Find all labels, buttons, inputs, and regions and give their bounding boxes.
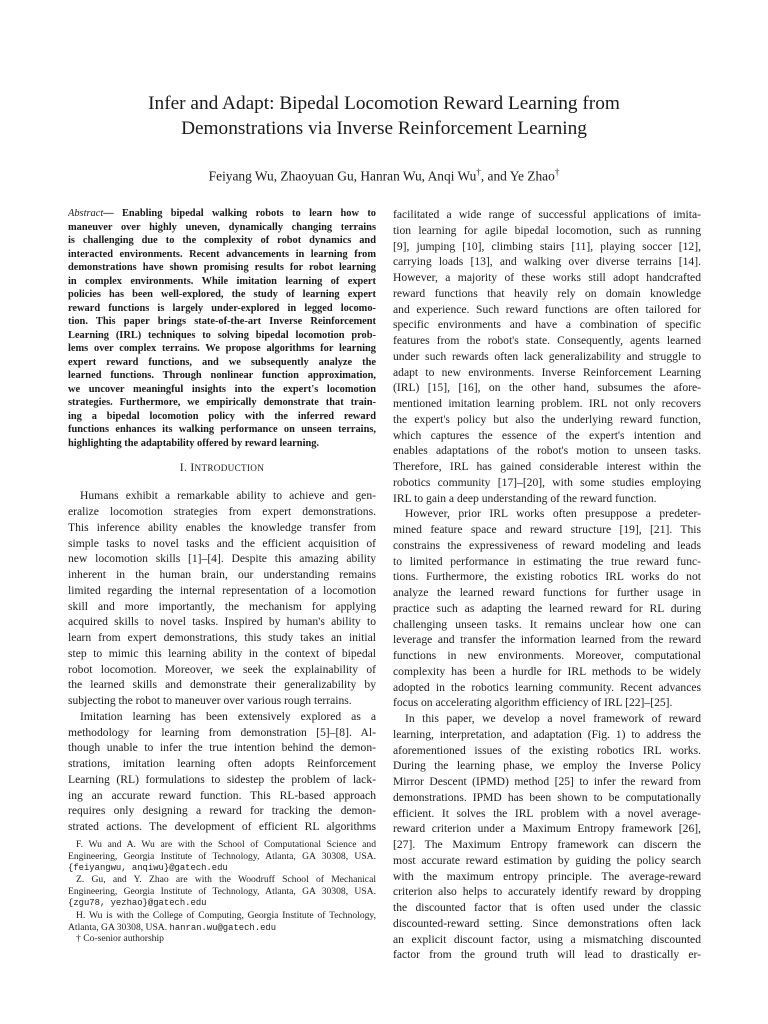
body-line: under such rewards often lack generalizability and struggle to [393,349,701,363]
body-line: complexity has been a hurdle for IRL methods to be widely [393,664,701,678]
body-line: demonstrations. IPMD has been shown to be computationally [393,790,701,804]
body-line: step to mimic this learning ability in the context of bipedal [68,646,376,660]
body-line: functions in new environments. Moreover, computational [393,649,701,662]
body-line: strations, imitation learning often adopts Reinforcement [68,757,376,771]
body-line: aforementioned issues of the existing robotics IRL works. [393,743,701,757]
body-line: features from the robot's state. Consequently, agents learned [393,334,701,347]
body-line: which captures the essence of the expert's intention and [393,428,701,442]
abstract-line [68,207,376,221]
abstract-line: tion. This paper brings state-of-the-art Inverse Reinforcement [68,316,376,328]
authors-text-2: , and Ye Zhao [480,168,555,184]
body-line: criterion also helps to accurately identify reward by dropping [393,885,701,899]
body-line: This inference ability enables the knowledge transfer from [68,520,376,534]
body-line: robotics community [17]–[20], with some studies employing [393,475,701,489]
abstract-line: strategies. Furthermore, we empirically demonstrate that train- [68,397,376,409]
body-line: mentioned imitation learning problem. IRL not only recovers [393,397,701,410]
footnote-affiliation-3-cont [68,922,376,934]
abstract-line: demonstrations have shown promising results for robot learning [68,262,376,274]
body-line: skill and more importantly, the mechanism for applying [68,599,376,613]
body-line: reward criterion under a Maximum Entropy framework [26], [393,822,701,836]
footnote-affiliation-1: F. Wu and A. Wu are with the School of Computational Science and [76,839,376,850]
footnote-affiliation-2: Z. Gu, and Y. Zhao are with the Woodruff School of Mechanical [76,874,376,886]
body-line: discounted-reward setting. Since demonstrations often lack [393,916,701,930]
body-line: Mirror Descent (IPMD) method [25] to infer the reward from [393,775,701,788]
body-line: Therefore, IRL has gained considerable interest within the [393,460,701,473]
body-line: enables adaptations of the robot's motion to unseen tasks. [393,444,701,458]
section-title-rest: NTRODUCTION [194,463,265,474]
abstract-line: highlighting the adaptability offered by reward learning. [68,437,320,449]
section-number: I. [179,461,188,475]
paper-title [60,91,708,141]
abstract-line: ing a bipedal locomotion policy with the inferred reward [68,410,376,422]
footnote-co-senior [68,933,376,945]
footnote-affiliation-2-cont: Engineering, Georgia Institute of Technology, Atlanta, GA 30308, USA. [68,886,376,898]
body-line: eralize locomotion strategies from expert demonstrations. [68,505,376,519]
body-line: challenging unseen tasks. It remains unclear how one can [393,617,701,631]
body-line: robot locomotion. Moreover, we seek the explainability of [68,662,376,676]
body-line: IRL to gain a deep understanding of the reward function. [393,491,657,505]
body-line: limited regarding the internal representation of a locomotion [68,583,376,597]
abstract-line: maneuver over highly uneven, dynamically changing terrains [68,221,376,233]
abstract-line: we uncover meaningful insights into the expert's locomotion [68,383,376,395]
body-line: with the maximum entropy principle. The average-reward [393,869,701,883]
body-line: (IRL) [15], [16], on the other hand, subsumes the afore- [393,381,701,395]
body-line: carrying loads [13], and walking over diverse terrains [14]. [393,255,701,269]
body-line: tions. Furthermore, the existing robotics IRL works do not [393,570,701,584]
abstract-dash: — [103,208,114,219]
footnote-3-text: Atlanta, GA 30308, USA. [68,921,170,933]
abstract-line: lems over complex terrains. We propose algorithms for learning [68,343,376,355]
body-line: analyze the learned reward functions for further usage in [393,586,701,599]
co-senior-dagger-1: † [476,167,481,177]
abstract-line: functions enhances its walking performance on unseen terrains, [68,424,376,436]
left-column [68,207,376,835]
body-line: Humans exhibit a remarkable ability to achieve and gen- [80,489,376,503]
body-line: inherent in the human brain, our understanding remains [68,568,376,582]
body-line: methodology for learning from demonstration [5]–[8]. Al- [68,725,376,739]
body-line: tion learning for agile bipedal locomotion, such as running [393,223,701,237]
abstract [68,207,376,450]
footnote-affiliation-3: H. Wu is with the College of Computing, Georgia Institute of Technology, [76,909,376,921]
body-line: mined feature space and reward structure [19], [21]. This [393,523,701,536]
abstract-heading: Abstract [68,208,104,219]
body-line: Imitation learning has been extensively explored as a [80,709,376,723]
abstract-line: in complex environments. While imitation learning of expert [68,275,376,287]
body-line: adapt to new environments. Inverse Reinforcement Learning [393,365,701,379]
abstract-line: interacted environments. Recent advancements in learning from [68,248,376,260]
body-line: During the learning phase, we employ the Inverse Policy [393,759,701,773]
body-line: However, prior IRL works often presuppose a predeter- [405,507,701,521]
body-line: and experience. Such reward functions are often tailored for [393,302,701,316]
abstract-line: learned functions. Through nonlinear function approximation, [68,370,376,382]
intro-body-left [68,488,376,835]
body-line: efficient. It solves the IRL problem with a novel average- [393,806,701,820]
body-line: new locomotion skills [1]–[4]. Despite this amazing ability [68,552,376,566]
body-line: strated actions. The development of efficient RL algorithms [68,820,376,834]
body-line: leverage and transfer the information learned from the reward [393,633,701,647]
abstract-line: reward functions is largely under-explored in legged locomo- [68,302,376,314]
body-line: specific environments and have a combination of specific [393,318,701,332]
body-line: the learned skills and demonstrate their generalizability by [68,678,376,692]
co-senior-dagger-footnote: † [76,933,81,945]
author-list [60,163,708,185]
abstract-line: policies has been well-explored, the study of learning expert [68,289,376,301]
title-line-2: Demonstrations via Inverse Reinforcement Learning [181,118,587,139]
abstract-line: expert reward functions, and we subsequently analyze the [68,356,376,368]
body-line: However, a majority of these works still adopt handcrafted [393,271,701,284]
body-line: the expert's policy but also the underlying reward function, [393,412,701,426]
body-line: adopted in the robotics learning community. Recent advances [393,680,701,694]
body-line: to limited performance in estimating the true reward func- [393,554,701,568]
body-line: learn from expert demonstrations, this study takes an initial [68,631,376,645]
co-senior-dagger-2: † [554,167,560,177]
footnote-email-1: {feiyangwu, anqiwu}@gatech.edu [68,862,228,873]
body-line: requires only designing a reward for tracking the demon- [68,804,376,818]
footnote-email-3: hanran.wu@gatech.edu [169,922,277,933]
body-line: most accurate reward estimation by guiding the policy search [393,853,701,867]
body-line: an explicit discount factor, using a mismatching discounted [393,932,701,946]
body-line: constrains the expressiveness of reward modeling and leads [393,538,701,552]
abstract-line-text: Enabling bipedal walking robots to learn how to [113,208,376,219]
body-line: ing an accurate reward function. This RL-based approach [68,788,376,802]
body-line: practice such as adapting the learned reward for RL during [393,601,701,615]
body-line: facilitated a wide range of successful applications of imita- [393,208,701,221]
footnotes [68,839,376,945]
body-line: focus on accelerating algorithm efficiency of IRL [22]–[25]. [393,696,673,710]
body-line: factor from the ground truth will lead to drastically er- [393,948,701,962]
body-line: In this paper, we develop a novel framework of reward [405,712,701,725]
authors-text: Feiyang Wu, Zhaoyuan Gu, Hanran Wu, Anqi Wu [208,168,477,184]
body-line: subjecting the robot to maneuver over various rough terrains. [68,694,352,708]
body-line: Learning (RL) formulations to sidestep the problem of lack- [68,772,376,786]
footnote-co-senior-text: Co-senior authorship [80,933,164,945]
section-heading-introduction [68,460,376,476]
body-line: acquired skills to novel tasks. Inspired by human's ability to [68,615,376,629]
body-line: though unable to infer the true intention behind the demon- [68,741,376,755]
abstract-line: is challenging due to the complexity of robot dynamics and [68,235,376,247]
body-line: learning, interpretation, and adaptation (Fig. 1) to address the [393,727,701,741]
body-line: the discounted factor that is often used under the classic [393,901,701,914]
body-line: reward functions that heavily rely on domain knowledge [393,286,701,300]
title-line-1: Infer and Adapt: Bipedal Locomotion Reward Learning from [148,93,620,114]
footnote-email-2: {zgu78, yezhao}@gatech.edu [68,897,207,908]
body-line: [27]. The Maximum Entropy framework can discern the [393,838,701,851]
right-column [393,207,701,963]
body-line: simple tasks to novel tasks and the efficient acquisition of [68,536,376,550]
section-title-initial: I [190,461,195,475]
abstract-line: Learning (IRL) techniques to solving bipedal locomotion prob- [68,329,376,341]
body-line: [9], jumping [10], climbing stairs [11], playing soccer [12], [393,239,701,253]
footnote-affiliation-1-cont: Engineering, Georgia Institute of Technology, Atlanta, GA 30308, USA. [68,850,376,862]
